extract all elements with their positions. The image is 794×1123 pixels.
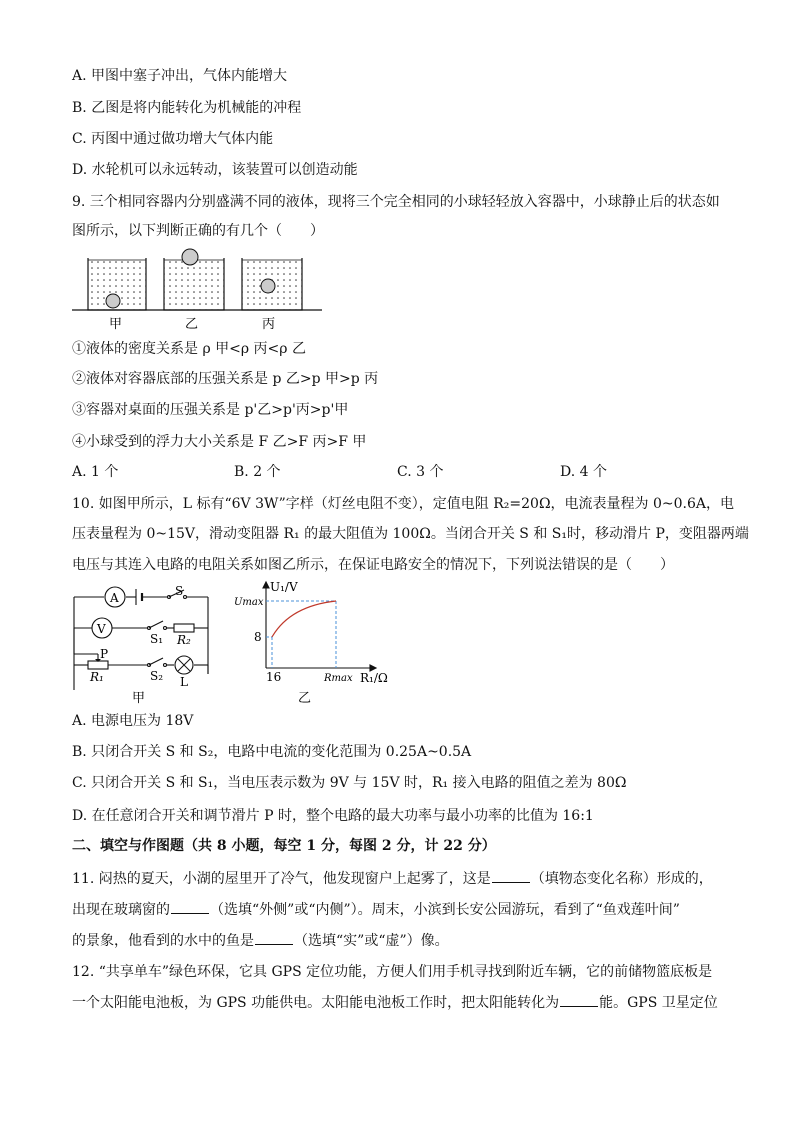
r1-label: R₁	[90, 670, 104, 684]
q9-option-d: D. 4 个	[560, 464, 607, 480]
q10-circuit-figure	[68, 582, 218, 707]
q10-stem-line3: 电压与其连入电路的电阻关系如图乙所示，在保证电路安全的情况下，下列说法错误的是（ ）	[72, 557, 674, 573]
q11-text-3b: （选填“实”或“虚”）像。	[294, 933, 449, 949]
q9-statement-4: ④小球受到的浮力大小关系是 F 乙>F 丙>F 甲	[72, 434, 367, 450]
q10-option-b: B. 只闭合开关 S 和 S₂，电路中电流的变化范围为 0.25A~0.5A	[72, 744, 472, 760]
graph-umax-label: Umax	[234, 597, 264, 608]
q11-blank-2[interactable]	[171, 899, 209, 914]
ball-yi	[182, 249, 198, 265]
section2-heading: 二、填空与作图题（共 8 小题，每空 1 分，每图 2 分，计 22 分）	[72, 838, 496, 854]
q8-option-c: C. 丙图中通过做功增大气体内能	[72, 131, 274, 147]
ammeter-label: A	[110, 591, 119, 605]
switch-s2-label: S₂	[150, 669, 164, 683]
q11-line2	[72, 899, 680, 920]
q10-option-d: D. 在任意闭合开关和调节滑片 P 时，整个电路的最大功率与最小功率的比值为 16:1	[72, 808, 594, 824]
q10-option-c: C. 只闭合开关 S 和 S₁，当电压表示数为 9V 与 15V 时，R₁ 接入电路的阻值之差为 80Ω	[72, 775, 627, 791]
q11-blank-1[interactable]	[492, 868, 530, 883]
q9-statement-1: ①液体的密度关系是 ρ 甲<ρ 丙<ρ 乙	[72, 341, 306, 357]
switch-s1-label: S₁	[150, 632, 164, 646]
q11-line1	[72, 868, 713, 889]
q10-option-a: A. 电源电压为 18V	[72, 713, 194, 729]
label-jia: 甲	[109, 317, 123, 332]
container-yi	[164, 249, 224, 310]
ball-bing	[261, 279, 275, 293]
q11-text-1b: （填物态变化名称）形成的，	[530, 871, 713, 887]
ball-jia	[106, 294, 120, 308]
graph-y-tick: 8	[254, 630, 262, 644]
label-yi: 乙	[185, 317, 199, 332]
graph-x-tick: 16	[266, 670, 282, 684]
q9-option-c: C. 3 个	[397, 464, 444, 480]
q9-stem-line1: 9. 三个相同容器内分别盛满不同的液体，现将三个完全相同的小球轻轻放入容器中，小球静止后的状态如	[72, 194, 720, 210]
q9-containers-figure	[72, 248, 322, 332]
switch-s-label: S	[175, 584, 184, 598]
q11-text-2a: 出现在玻璃窗的	[72, 902, 170, 918]
q12-text-2b: 能。GPS 卫星定位	[599, 995, 718, 1011]
graph-rmax-label: Rmax	[324, 673, 353, 684]
q8-option-a: A. 甲图中塞子冲出，气体内能增大	[72, 68, 288, 84]
q9-option-b: B. 2 个	[234, 464, 281, 480]
container-bing	[242, 258, 302, 310]
r2-resistor	[174, 624, 194, 632]
q12-line1: 12. “共享单车”绿色环保，它具 GPS 定位功能，方便人们用手机寻找到附近车辆，它的前储物篮底板是	[72, 964, 713, 980]
q9-statement-2: ②液体对容器底部的压强关系是 p 乙>p 甲>p 丙	[72, 371, 379, 387]
circuit-caption: 甲	[132, 691, 146, 706]
q8-option-b: B. 乙图是将内能转化为机械能的冲程	[72, 100, 302, 116]
q12-blank-1[interactable]	[560, 992, 598, 1007]
label-bing: 丙	[262, 317, 276, 332]
q12-line2	[72, 992, 718, 1013]
voltmeter-label: V	[97, 622, 106, 636]
slider-p-label: P	[100, 647, 109, 661]
graph-x-label: R₁/Ω	[360, 671, 388, 685]
q11-line3	[72, 930, 449, 951]
q10-stem-line1: 10. 如图甲所示，L 标有“6V 3W”字样（灯丝电阻不变），定值电阻 R₂=20Ω，电流表量程为 0~0.6A，电	[72, 496, 735, 512]
q11-text-2b: （选填“外侧”或“内侧”）。周末，小滨到长安公园游玩，看到了“鱼戏莲叶间”	[210, 902, 680, 918]
q8-option-d: D. 水轮机可以永远转动，该装置可以创造动能	[72, 162, 358, 178]
graph-caption: 乙	[298, 691, 312, 706]
q9-stem-line2: 图所示，以下判断正确的有几个（ ）	[72, 223, 324, 239]
lamp-label: L	[180, 675, 188, 689]
u1-r1-curve	[272, 601, 336, 637]
r2-label: R₂	[177, 633, 191, 647]
q10-stem-line2: 压表量程为 0~15V，滑动变阻器 R₁ 的最大阻值为 100Ω。当闭合开关 S 和 S₁时，移动滑片 P，变阻器两端	[72, 526, 749, 542]
q9-statement-3: ③容器对桌面的压强关系是 p'乙>p'丙>p'甲	[72, 402, 349, 418]
r1-rheostat	[88, 661, 108, 669]
q11-text-1a: 11. 闷热的夏天，小湖的屋里开了冷气，他发现窗户上起雾了，这是	[72, 871, 491, 887]
q11-text-3a: 的景象，他看到的水中的鱼是	[72, 933, 254, 949]
container-jia	[88, 258, 146, 310]
q12-text-2a: 一个太阳能电池板，为 GPS 功能供电。太阳能电池板工作时，把太阳能转化为	[72, 995, 560, 1011]
q11-blank-3[interactable]	[255, 930, 293, 945]
graph-y-label: U₁/V	[270, 580, 298, 594]
q9-option-a: A. 1 个	[72, 464, 119, 480]
q10-graph-figure	[230, 578, 400, 708]
